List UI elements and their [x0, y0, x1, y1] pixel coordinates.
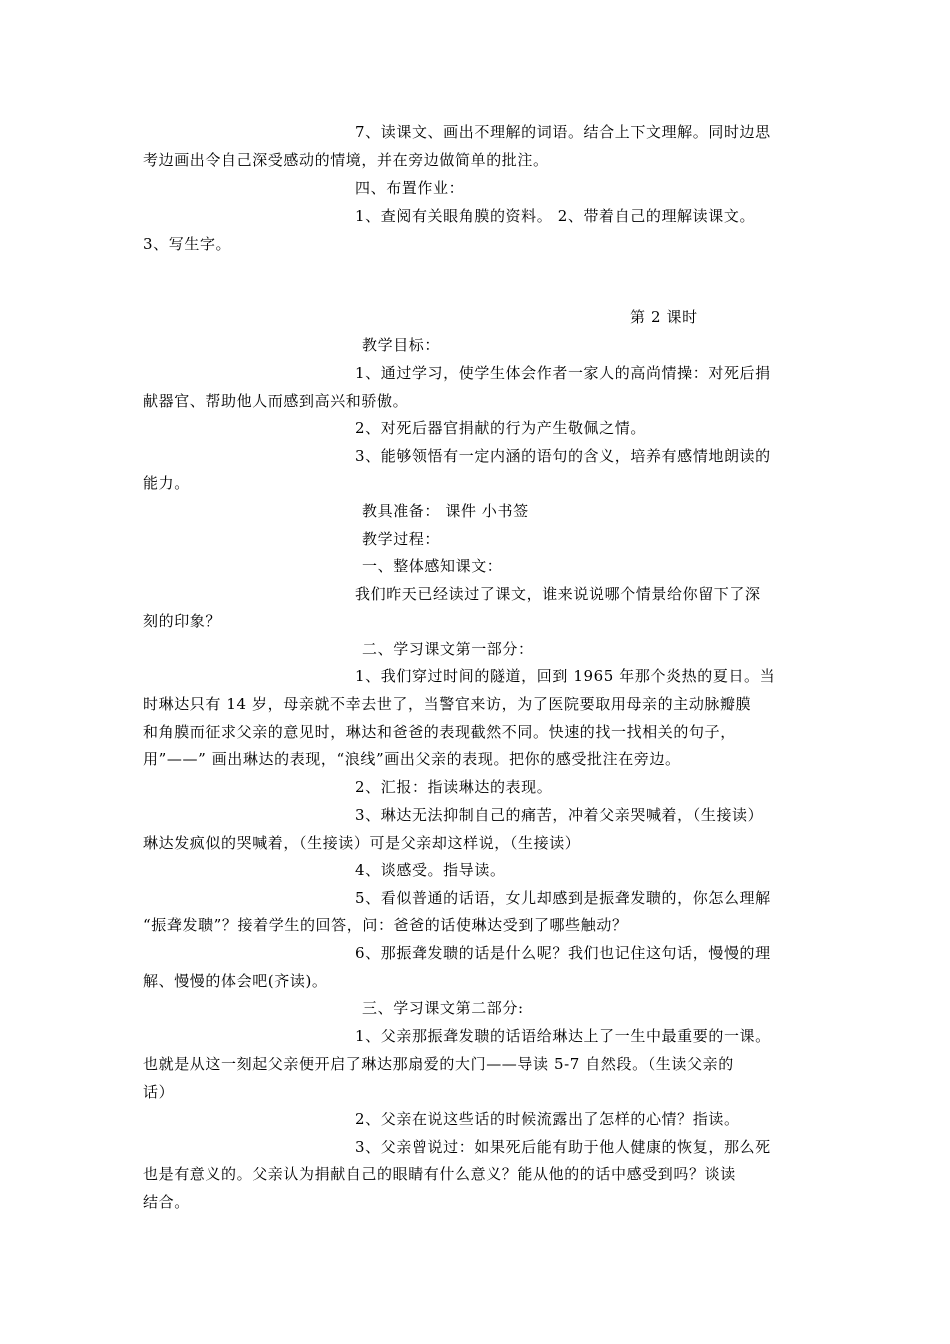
text-line: 3、写生字。 [143, 235, 232, 253]
text-line: 1、父亲那振聋发聩的话语给琳达上了一生中最重要的一课。 [355, 1027, 771, 1045]
text-line: 教具准备： 课件 小书签 [362, 502, 529, 520]
text-line: 1、通过学习，使学生体会作者一家人的高尚情操：对死后捐 [355, 364, 771, 382]
text-line: 1、我们穿过时间的隧道，回到 1965 年那个炎热的夏日。当 [355, 667, 776, 685]
text-line: 3、能够领悟有一定内涵的语句的含义，培养有感情地朗读的 [355, 447, 771, 465]
section-heading: 一、整体感知课文： [362, 557, 503, 575]
text-line: 用”——” 画出琳达的表现，“浪线”画出父亲的表现。把你的感受批注在旁边。 [143, 750, 681, 768]
text-line: 话） [143, 1083, 175, 1101]
text-line: 也就是从这一刻起父亲便开启了琳达那扇爱的大门——导读 5-7 自然段。（生读父亲的 [143, 1055, 734, 1073]
section-heading: 教学过程： [362, 530, 441, 548]
text-line: 时琳达只有 14 岁，母亲就不幸去世了，当警官来访，为了医院要取用母亲的主动脉瓣膜 [143, 695, 752, 713]
text-line: 献器官、帮助他人而感到高兴和骄傲。 [143, 392, 409, 410]
section-heading: 三、学习课文第二部分: [362, 999, 524, 1017]
text-line: 3、琳达无法抑制自己的痛苦，冲着父亲哭喊着，（生接读） [355, 806, 764, 824]
text-line: 1、查阅有关眼角膜的资料。 2、带着自己的理解读课文。 [355, 207, 756, 225]
section-heading: 教学目标： [362, 336, 441, 354]
text-line: 7、读课文、画出不理解的词语。结合上下文理解。同时边思 [355, 123, 771, 141]
text-line: 2、对死后器官捐献的行为产生敬佩之情。 [355, 419, 646, 437]
text-line: 6、那振聋发聩的话是什么呢？我们也记住这句话，慢慢的理 [355, 944, 771, 962]
text-line: 考边画出令自己深受感动的情境，并在旁边做简单的批注。 [143, 151, 549, 169]
text-line: “振聋发聩”？接着学生的回答，问：爸爸的话使琳达受到了哪些触动？ [143, 916, 628, 934]
text-line: 和角膜而征求父亲的意见时，琳达和爸爸的表现截然不同。快速的找一找相关的句子， [143, 723, 736, 741]
lesson-title: 第 2 课时 [630, 308, 698, 326]
text-line: 3、父亲曾说过：如果死后能有助于他人健康的恢复，那么死 [355, 1138, 771, 1156]
text-line: 刻的印象？ [143, 612, 222, 630]
text-line: 2、汇报：指读琳达的表现。 [355, 778, 553, 796]
text-line: 琳达发疯似的哭喊着，（生接读）可是父亲却这样说，（生接读） [143, 834, 581, 852]
text-line: 也是有意义的。父亲认为捐献自己的眼睛有什么意义？能从他的的话中感受到吗？谈读 [143, 1165, 736, 1183]
text-line: 2、父亲在说这些话的时候流露出了怎样的心情？指读。 [355, 1110, 740, 1128]
text-line: 解、慢慢的体会吧(齐读)。 [143, 972, 328, 990]
text-line: 4、谈感受。指导读。 [355, 861, 506, 879]
text-line: 结合。 [143, 1193, 190, 1211]
text-line: 5、看似普通的话语，女儿却感到是振聋发聩的，你怎么理解 [355, 889, 771, 907]
section-heading: 四、布置作业： [355, 179, 465, 197]
text-line: 能力。 [143, 474, 190, 492]
text-line: 我们昨天已经读过了课文，谁来说说哪个情景给你留下了深 [355, 585, 761, 603]
section-heading: 二、学习课文第一部分： [362, 640, 534, 658]
